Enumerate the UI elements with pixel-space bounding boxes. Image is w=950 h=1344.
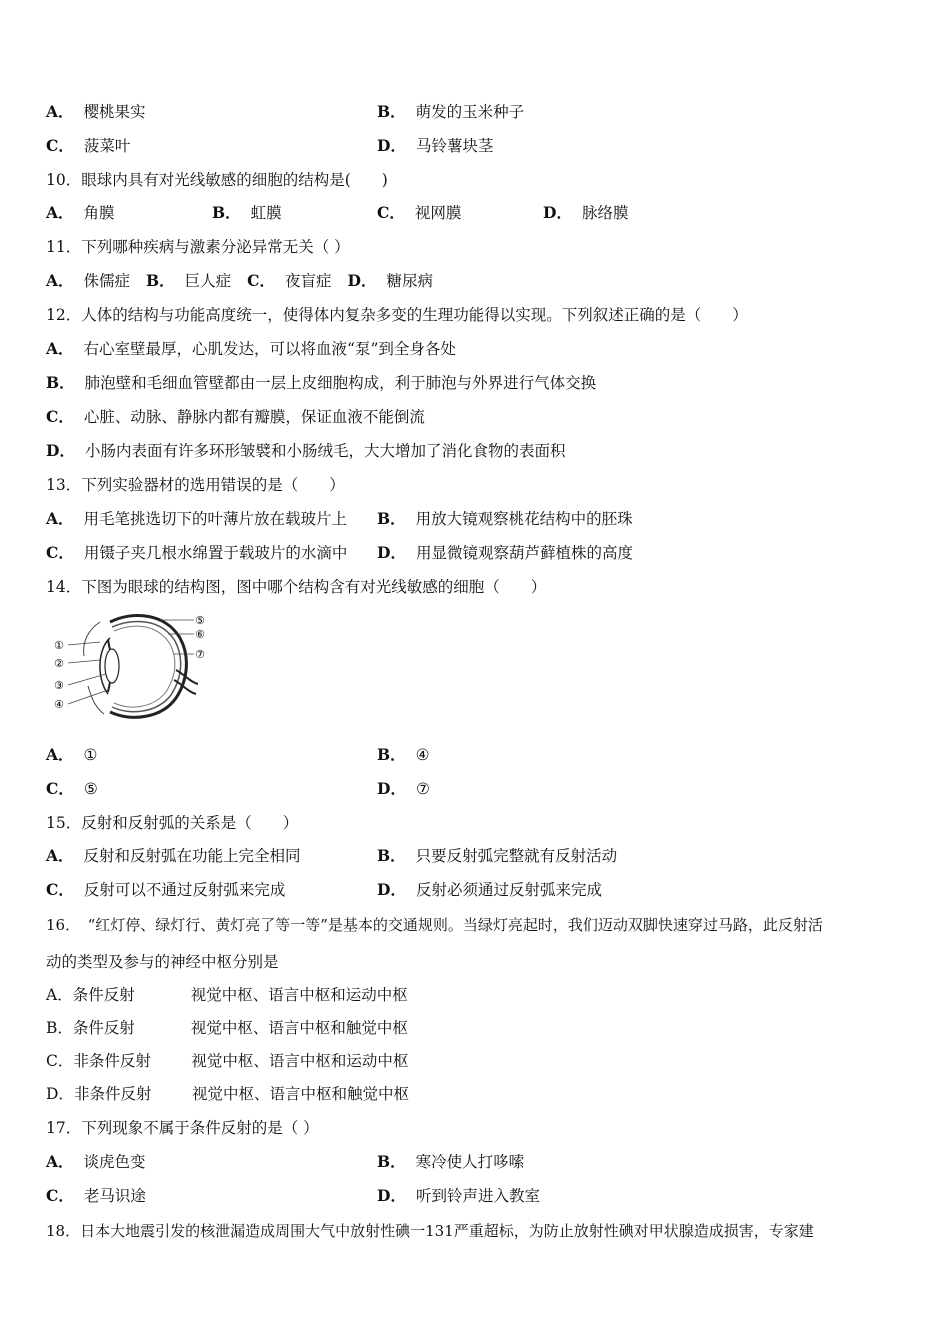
q10-option-a: A． 角膜: [46, 203, 115, 222]
q16-stem-line1: 16． “红灯停、绿灯行、黄灯亮了等一等”是基本的交通规则。当绿灯亮起时，我们迈动双脚快速穿过马路，此反射活: [46, 916, 823, 934]
leader-3: [68, 674, 106, 685]
eye-diagram: [48, 608, 218, 726]
q17-option-a: A． 谈虎色变: [46, 1152, 146, 1171]
q16-option-b: B．条件反射 视觉中枢、语言中枢和触觉中枢: [46, 1019, 408, 1037]
q16-stem-line2: 动的类型及参与的神经中枢分别是: [46, 953, 279, 971]
q14-option-d: D． ⑦: [377, 779, 430, 798]
lower-eyelid: [88, 686, 104, 714]
q15-option-a: A． 反射和反射弧在功能上完全相同: [46, 846, 301, 865]
q13-stem: 13．下列实验器材的选用错误的是（ ）: [46, 476, 345, 494]
iris-lower: [108, 682, 110, 692]
q10-option-d: D． 脉络膜: [543, 203, 629, 222]
q12-option-b: B． 肺泡壁和毛细血管壁都由一层上皮细胞构成，利于肺泡与外界进行气体交换: [46, 373, 597, 392]
q10-stem: 10．眼球内具有对光线敏感的细胞的结构是( ): [46, 171, 388, 189]
iris-upper: [108, 640, 110, 650]
q11-options: A． 侏儒症 B． 巨人症 C． 夜盲症 D． 糖尿病: [46, 271, 433, 290]
label-5: ⑤: [195, 614, 205, 627]
q10-option-c: C． 视网膜: [377, 203, 462, 222]
q16-option-d: D．非条件反射 视觉中枢、语言中枢和触觉中枢: [46, 1085, 409, 1103]
q13-option-c: C． 用镊子夹几根水绵置于载玻片的水滴中: [46, 543, 348, 562]
q15-option-d: D． 反射必须通过反射弧来完成: [377, 880, 602, 899]
q16-option-a: A．条件反射 视觉中枢、语言中枢和运动中枢: [46, 986, 408, 1004]
q14-option-b: B． ④: [377, 745, 430, 764]
label-7: ⑦: [195, 648, 205, 661]
label-1: ①: [54, 639, 64, 652]
q16-option-c: C．非条件反射 视觉中枢、语言中枢和运动中枢: [46, 1052, 409, 1070]
upper-eyelid: [84, 622, 100, 656]
q9-option-b: B． 萌发的玉米种子: [377, 102, 525, 121]
leader-4: [68, 690, 108, 704]
q12-stem: 12．人体的结构与功能高度统一，使得体内复杂多变的生理功能得以实现。下列叙述正确的是（ ）: [46, 306, 748, 324]
q18-stem: 18．日本大地震引发的核泄漏造成周围大气中放射性碘一131严重超标，为防止放射性碘对甲状腺造成损害，专家建: [46, 1222, 814, 1240]
q14-option-c: C． ⑤: [46, 779, 98, 798]
q9-option-d: D． 马铃薯块茎: [377, 136, 494, 155]
q15-stem: 15．反射和反射弧的关系是（ ）: [46, 814, 299, 832]
label-3: ③: [54, 679, 64, 692]
q17-option-b: B． 寒冷使人打哆嗦: [377, 1152, 525, 1171]
q9-option-a: A． 樱桃果实: [46, 102, 146, 121]
q13-option-a: A． 用毛笔挑选切下的叶薄片放在载玻片上: [46, 509, 348, 528]
q17-option-d: D． 听到铃声进入教室: [377, 1186, 540, 1205]
q14-stem: 14．下图为眼球的结构图，图中哪个结构含有对光线敏感的细胞（ ）: [46, 578, 547, 596]
leader-2: [68, 660, 100, 663]
q15-option-c: C． 反射可以不通过反射弧来完成: [46, 880, 286, 899]
q17-stem: 17．下列现象不属于条件反射的是（ ）: [46, 1119, 319, 1137]
q12-option-a: A． 右心室壁最厚，心肌发达，可以将血液“泵”到全身各处: [46, 339, 456, 358]
q11-stem: 11．下列哪种疾病与激素分泌异常无关（ ）: [46, 238, 350, 256]
q14-option-a: A． ①: [46, 745, 98, 764]
label-6: ⑥: [195, 628, 205, 641]
q13-option-b: B． 用放大镜观察桃花结构中的胚珠: [377, 509, 633, 528]
q13-option-d: D． 用显微镜观察葫芦藓植株的高度: [377, 543, 633, 562]
q17-option-c: C． 老马识途: [46, 1186, 146, 1205]
lens: [105, 649, 119, 683]
label-2: ②: [54, 657, 64, 670]
q10-option-b: B． 虹膜: [212, 203, 282, 222]
q12-option-c: C． 心脏、动脉、静脉内都有瓣膜，保证血液不能倒流: [46, 407, 425, 426]
label-4: ④: [54, 698, 64, 711]
q9-option-c: C． 菠菜叶: [46, 136, 131, 155]
q12-option-d: D． 小肠内表面有许多环形皱襞和小肠绒毛，大大增加了消化食物的表面积: [46, 441, 566, 460]
retina: [114, 626, 175, 707]
q15-option-b: B． 只要反射弧完整就有反射活动: [377, 846, 618, 865]
choroid: [112, 621, 181, 711]
